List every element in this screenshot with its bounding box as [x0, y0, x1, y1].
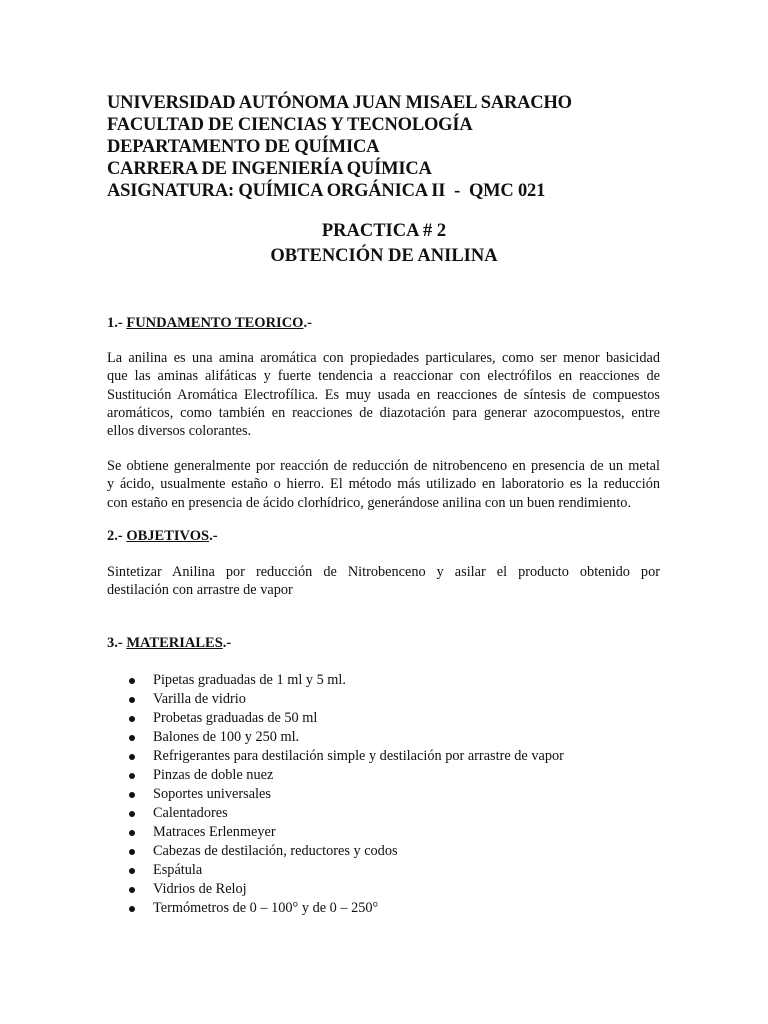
list-item-text: Probetas graduadas de 50 ml — [153, 710, 318, 726]
section-heading-fundamento — [107, 315, 312, 332]
list-item-text: Vidrios de Reloj — [153, 881, 247, 897]
section-number: 2.- — [107, 528, 127, 544]
section-number: 3.- — [107, 635, 127, 651]
section-title: FUNDAMENTO TEORICO — [126, 315, 304, 331]
section-heading-objetivos — [107, 528, 218, 545]
paragraph-line: La anilina es una amina aromática con propiedades particulares, como ser menor basicidad — [107, 350, 660, 366]
bullet-icon — [129, 678, 135, 684]
paragraph-line: Sustitución Aromática Electrofílica. Es muy usada en reacciones de síntesis de compuestos — [107, 386, 660, 403]
materials-list — [127, 671, 564, 918]
bullet-icon — [129, 887, 135, 893]
paragraph-line: aromáticos, como también en reacciones de diazotación para generar azocompuestos, entre — [107, 404, 660, 421]
list-item — [127, 899, 564, 918]
list-item — [127, 709, 564, 728]
objetivos-paragraph — [107, 563, 660, 600]
list-item — [127, 861, 564, 880]
list-item-text: Pipetas graduadas de 1 ml y 5 ml. — [153, 672, 346, 688]
bullet-icon — [129, 754, 135, 760]
bullet-icon — [129, 830, 135, 836]
list-item-text: Termómetros de 0 – 100° y de 0 – 250° — [153, 900, 379, 916]
paragraph-line: ellos diversos colorantes. — [107, 423, 252, 440]
bullet-icon — [129, 716, 135, 722]
list-item — [127, 671, 564, 690]
practice-name: OBTENCIÓN DE ANILINA — [270, 246, 498, 266]
paragraph-line: y ácido, usualmente estaño o hierro. El método más utilizado en laboratorio es la reducción — [107, 476, 660, 493]
document-header — [107, 92, 572, 202]
fundamento-paragraph-1 — [107, 349, 660, 440]
list-item — [127, 690, 564, 709]
list-item — [127, 880, 564, 899]
list-item-text: Balones de 100 y 250 ml. — [153, 729, 300, 745]
bullet-icon — [129, 697, 135, 703]
paragraph-line: con estaño en presencia de ácido clorhídrico, generándose anilina con un buen rendimiento. — [107, 494, 632, 511]
section-title: MATERIALES — [126, 635, 223, 651]
paragraph-line: destilación con arrastre de vapor — [107, 582, 293, 599]
career-name: CARRERA DE INGENIERÍA QUÍMICA — [107, 159, 432, 179]
list-item-text: Pinzas de doble nuez — [153, 767, 274, 783]
section-title: OBJETIVOS — [126, 528, 210, 544]
section-suffix: .- — [303, 315, 312, 331]
list-item — [127, 842, 564, 861]
list-item — [127, 823, 564, 842]
department-name: DEPARTAMENTO DE QUÍMICA — [107, 137, 380, 157]
faculty-name: FACULTAD DE CIENCIAS Y TECNOLOGÍA — [107, 115, 473, 135]
section-suffix: .- — [222, 635, 232, 651]
list-item-text: Soportes universales — [153, 786, 271, 802]
list-item-text: Matraces Erlenmeyer — [153, 824, 276, 840]
list-item — [127, 766, 564, 785]
paragraph-line: que las aminas alifáticas y fuerte tendencia a reaccionar con electrófilos en reacciones de — [107, 368, 660, 385]
bullet-icon — [129, 792, 135, 798]
bullet-icon — [129, 735, 135, 741]
bullet-icon — [129, 849, 135, 855]
practice-number: PRACTICA # 2 — [321, 221, 447, 241]
list-item — [127, 785, 564, 804]
paragraph-line: Sintetizar Anilina por reducción de Nitrobenceno y asilar el producto obtenido por — [107, 564, 660, 580]
list-item — [127, 804, 564, 823]
bullet-icon — [129, 868, 135, 874]
list-item-text: Cabezas de destilación, reductores y codos — [153, 843, 398, 859]
section-suffix: .- — [209, 528, 218, 544]
section-heading-materiales — [107, 635, 231, 652]
university-name: UNIVERSIDAD AUTÓNOMA JUAN MISAEL SARACHO — [107, 93, 572, 113]
subject-name: ASIGNATURA: QUÍMICA ORGÁNICA II - QMC 021 — [107, 181, 546, 201]
list-item-text: Varilla de vidrio — [153, 691, 246, 707]
list-item — [127, 728, 564, 747]
fundamento-paragraph-2 — [107, 457, 660, 512]
paragraph-line: Se obtiene generalmente por reacción de reducción de nitrobenceno en presencia de un metal — [107, 458, 660, 474]
list-item-text: Espátula — [153, 862, 203, 878]
list-item-text: Refrigerantes para destilación simple y destilación por arrastre de vapor — [153, 748, 564, 764]
bullet-icon — [129, 811, 135, 817]
section-number: 1.- — [107, 315, 127, 331]
practice-title-block — [0, 219, 768, 269]
list-item-text: Calentadores — [153, 805, 228, 821]
bullet-icon — [129, 906, 135, 912]
list-item — [127, 747, 564, 766]
bullet-icon — [129, 773, 135, 779]
